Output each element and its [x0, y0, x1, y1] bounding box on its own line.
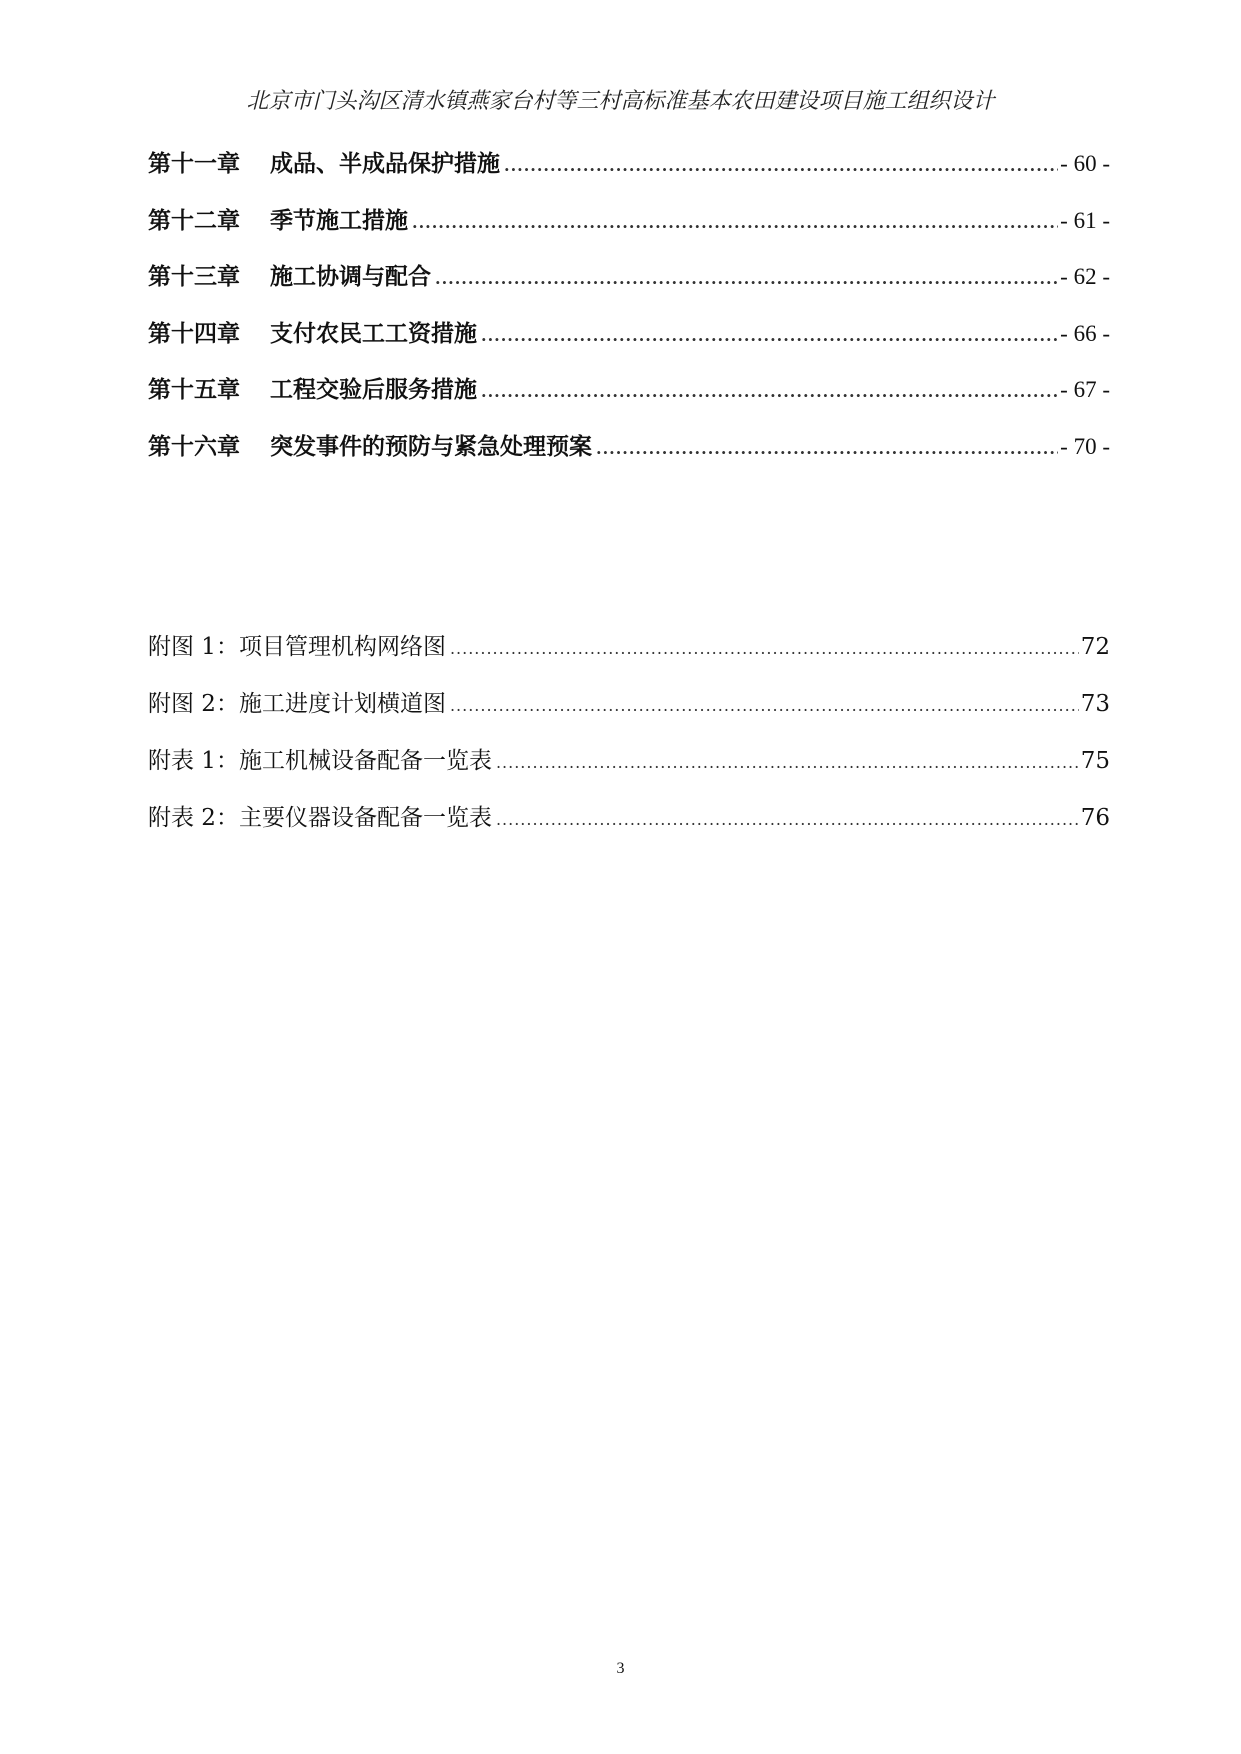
dot-leader [496, 753, 1079, 772]
appendix-title: 附表 1：施工机械设备配备一览表 [148, 748, 492, 774]
appendix-title: 附图 1：项目管理机构网络图 [148, 634, 446, 660]
page-number: 75 [1080, 748, 1110, 774]
dot-leader [450, 696, 1079, 715]
appendix-title: 附图 2：施工进度计划横道图 [148, 691, 446, 717]
toc-entry[interactable] [148, 371, 1110, 428]
page-number: - 61 - [1060, 207, 1110, 233]
toc-entry[interactable] [148, 145, 1110, 202]
chapter-title: 施工协调与配合 [270, 264, 431, 290]
dot-leader [504, 156, 1058, 175]
chapter-title: 支付农民工工资措施 [270, 320, 477, 347]
chapter-title: 突发事件的预防与紧急处理预案 [270, 433, 592, 460]
chapter-title: 工程交验后服务措施 [270, 377, 477, 403]
dot-leader [496, 810, 1079, 829]
toc-appendix-list [148, 628, 1110, 856]
dot-leader [412, 213, 1058, 232]
chapter-title: 季节施工措施 [270, 207, 408, 234]
toc-entry[interactable] [148, 628, 1110, 685]
chapter-number: 第十六章 [148, 433, 240, 460]
chapter-number: 第十三章 [148, 264, 240, 290]
appendix-title: 附表 2：主要仪器设备配备一览表 [148, 805, 492, 831]
chapter-title: 成品、半成品保护措施 [270, 151, 500, 177]
dot-leader [481, 382, 1058, 401]
dot-leader [596, 439, 1058, 458]
footer-page-number: 3 [616, 1660, 625, 1677]
toc-entry[interactable] [148, 315, 1110, 372]
page-number: 72 [1080, 634, 1110, 660]
chapter-number: 第十二章 [148, 207, 240, 234]
page-header: 北京市门头沟区清水镇燕家台村等三村高标准基本农田建设项目施工组织设计 [246, 89, 995, 114]
page-number: - 60 - [1060, 151, 1110, 176]
toc-entry[interactable] [148, 742, 1110, 799]
page-number: - 66 - [1060, 320, 1110, 346]
toc-entry[interactable] [148, 202, 1110, 259]
toc-entry[interactable] [148, 685, 1110, 742]
chapter-number: 第十五章 [148, 377, 240, 403]
page-number: - 62 - [1060, 264, 1110, 289]
toc-chapter-list [148, 145, 1110, 484]
chapter-number: 第十一章 [148, 151, 240, 177]
toc-entry[interactable] [148, 258, 1110, 315]
toc-entry[interactable] [148, 428, 1110, 485]
dot-leader [481, 326, 1058, 345]
page-number: - 67 - [1060, 377, 1110, 402]
chapter-number: 第十四章 [148, 320, 240, 347]
page-number: 73 [1080, 691, 1110, 717]
toc-entry[interactable] [148, 799, 1110, 856]
dot-leader [450, 639, 1079, 658]
page-number: 76 [1080, 805, 1110, 831]
dot-leader [435, 269, 1058, 288]
page-number: - 70 - [1060, 433, 1110, 459]
